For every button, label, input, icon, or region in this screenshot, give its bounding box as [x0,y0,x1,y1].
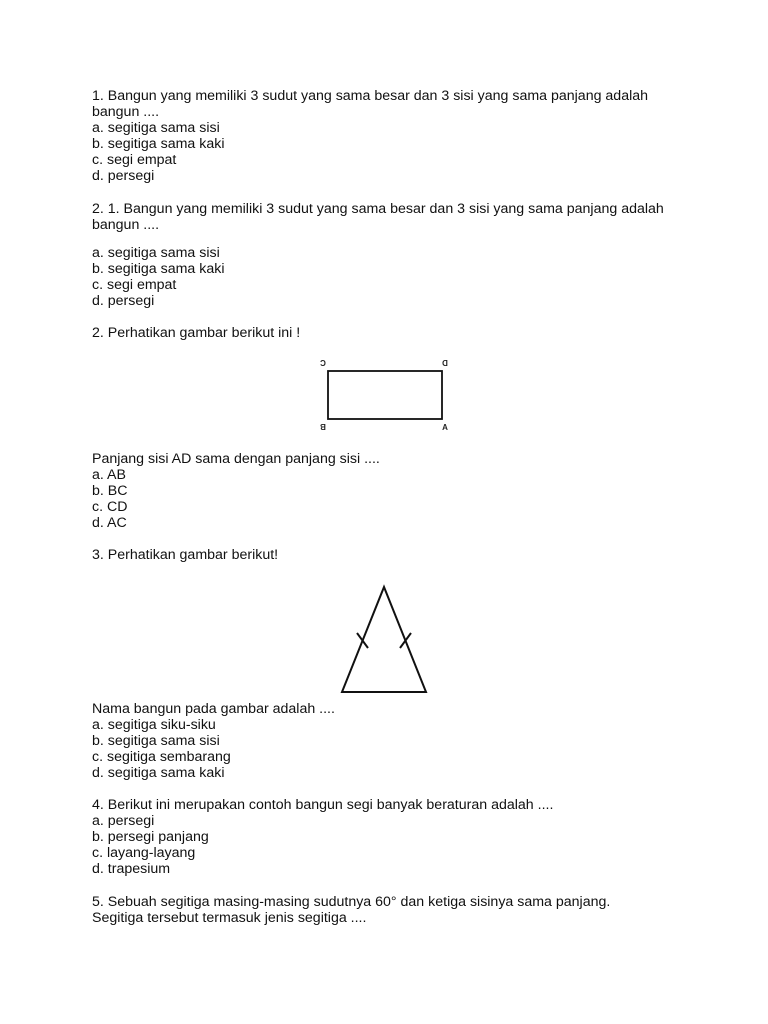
question-4-options [92,813,692,877]
option-b: b. segitiga sama kaki [92,136,225,152]
question-4-text: 4. Berikut ini merupakan contoh bangun segi banyak beraturan adalah .... [92,797,554,813]
option-a: a. persegi [92,813,155,829]
question-2-options [92,467,692,531]
question-2-intro [92,325,692,341]
option-b: b. segitiga sama kaki [92,261,225,277]
option-c: c. segi empat [92,277,177,293]
option-b: b. segitiga sama sisi [92,733,220,749]
option-b: b. persegi panjang [92,829,209,845]
vertex-label-b: B [320,422,326,431]
option-c: c. layang-layang [92,845,196,861]
option-a: a. segitiga sama sisi [92,245,220,261]
vertex-label-a: A [442,423,448,432]
rectangle-figure [312,356,458,436]
option-c: c. CD [92,499,128,515]
question-2-duplicate-text: 2. 1. Bangun yang memiliki 3 sudut yang sama besar dan 3 sisi yang sama panjang adalah bangun .... [92,201,668,233]
option-b: b. BC [92,483,128,499]
triangle-shape [342,587,426,692]
question-4 [92,797,692,877]
option-d: d. persegi [92,293,155,309]
question-2 [92,451,692,531]
question-3-intro [92,547,692,563]
question-3-options [92,717,692,781]
option-c: c. segi empat [92,152,177,168]
option-d: d. AC [92,515,127,531]
question-3-intro-text: 3. Perhatikan gambar berikut! [92,547,279,563]
rectangle-shape [328,371,442,419]
question-3-text: Nama bangun pada gambar adalah .... [92,701,335,717]
option-a: a. AB [92,467,126,483]
vertex-label-c: C [320,358,326,367]
rectangle-diagram [312,356,458,436]
question-2-duplicate-options [92,245,692,309]
option-a: a. segitiga siku-siku [92,717,216,733]
question-2-duplicate [92,201,692,233]
question-2-intro-text: 2. Perhatikan gambar berikut ini ! [92,325,301,341]
tick-mark-right [400,633,411,648]
isosceles-triangle-diagram [336,580,436,698]
option-d: d. trapesium [92,861,171,877]
question-3 [92,701,692,781]
question-1-options [92,120,692,184]
question-5-line-1: 5. Sebuah segitiga masing-masing sudutnya 60° dan ketiga sisinya sama panjang. [92,894,611,910]
option-d: d. persegi [92,168,155,184]
option-d: d. segitiga sama kaki [92,765,225,781]
question-2-text: Panjang sisi AD sama dengan panjang sisi .... [92,451,380,467]
option-c: c. segitiga sembarang [92,749,231,765]
option-a: a. segitiga sama sisi [92,120,220,136]
question-1 [92,88,692,184]
tick-mark-left [357,633,368,648]
triangle-figure [336,580,436,698]
question-5-line-2: Segitiga tersebut termasuk jenis segitiga .... [92,910,367,926]
vertex-label-d: D [442,358,448,367]
question-1-text: 1. Bangun yang memiliki 3 sudut yang sama besar dan 3 sisi yang sama panjang adalah bangun .... [92,88,652,120]
question-5 [92,894,692,926]
